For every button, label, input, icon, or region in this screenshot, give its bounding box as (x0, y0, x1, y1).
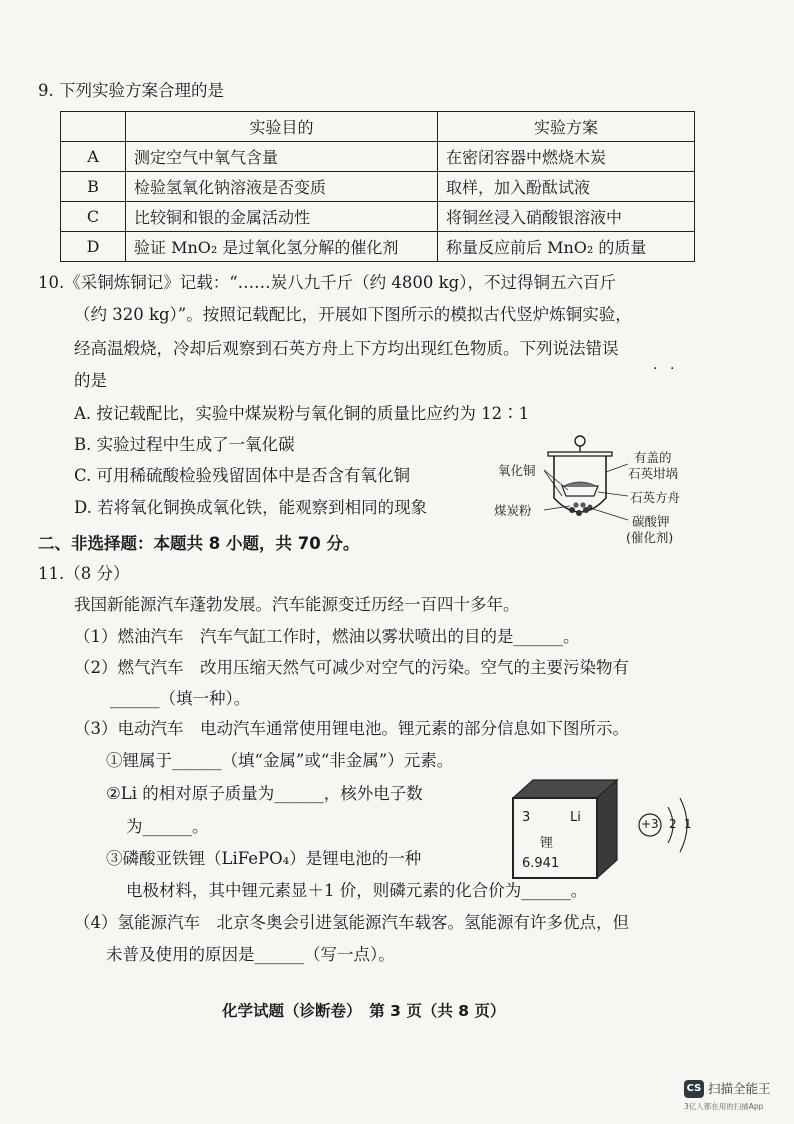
table-cell: B (61, 172, 126, 202)
table-header: 实验方案 (438, 112, 695, 142)
table-cell: 在密闭容器中燃烧木炭 (438, 142, 695, 172)
q10-option-a: A. 按记载配比，实验中煤炭粉与氧化铜的质量比应约为 12∶1 (74, 404, 530, 423)
emphasis-dot: · (653, 361, 658, 377)
q10-option-b: B. 实验过程中生成了一氧化碳 (74, 435, 295, 454)
q9-table (60, 111, 695, 262)
table-cell: 检验氢氧化钠溶液是否变质 (126, 172, 438, 202)
table-cell: C (61, 202, 126, 232)
q11-part4-line1: （4）氢能源汽车 北京冬奥会引进氢能源汽车载客。氢能源有许多优点，但 (74, 913, 629, 932)
element-atomic-mass: 6.941 (522, 856, 560, 871)
q11-part3-3-line1: ③磷酸亚铁锂（LiFePO₄）是锂电池的一种 (106, 849, 422, 868)
q10-line3: 经高温煅烧，冷却后观察到石英方舟上下方均出现红色物质。下列说法错误 (74, 339, 619, 358)
table-row (61, 142, 695, 172)
table-header (61, 112, 126, 142)
q10-option-c: C. 可用稀硫酸检验残留固体中是否含有氧化铜 (74, 466, 411, 485)
table-row (61, 172, 695, 202)
q11-part2-line1: （2）燃气汽车 改用压缩天然气可减少对空气的污染。空气的主要污染物有 (74, 658, 629, 677)
table-cell: 取样，加入酚酞试液 (438, 172, 695, 202)
section-heading: 二、非选择题：本题共 8 小题，共 70 分。 (38, 534, 360, 553)
label-catalyst-line2: (催化剂) (626, 530, 674, 545)
table-cell: 验证 MnO₂ 是过氧化氢分解的催化剂 (126, 232, 438, 262)
label-copper-oxide: 氧化铜 (498, 463, 536, 478)
q11-part3-1: ①锂属于______（填“金属”或“非金属”）元素。 (106, 751, 454, 770)
label-coal-powder: 煤炭粉 (494, 503, 532, 518)
q10-line1: 10.《采铜炼铜记》记载：“……炭八九千斤（约 4800 kg），不过得铜五六百斤 (38, 273, 616, 292)
label-catalyst-line1: 碳酸钾 (632, 514, 670, 529)
element-symbol: Li (570, 810, 581, 825)
q11-intro: 我国新能源汽车蓬勃发展。汽车能源变迁历经一百四十多年。 (74, 595, 520, 614)
shell-2-electrons: 1 (684, 817, 692, 831)
element-name: 锂 (540, 836, 554, 851)
table-cell: 将铜丝浸入硝酸银溶液中 (438, 202, 695, 232)
q9-stem: 9. 下列实验方案合理的是 (38, 81, 224, 100)
q11-part3-2-line2: 为______。 (126, 817, 209, 836)
table-row (61, 232, 695, 262)
nucleus-charge: +3 (641, 817, 659, 831)
label-crucible-line1: 有盖的 (634, 450, 672, 465)
emphasis-dot: · (670, 361, 675, 377)
element-atomic-number: 3 (522, 810, 531, 825)
table-header-row (61, 112, 695, 142)
table-row (61, 202, 695, 232)
table-header: 实验目的 (126, 112, 438, 142)
page-footer: 化学试题（诊断卷） 第 3 页（共 8 页） (222, 1002, 506, 1020)
scanner-brand: 扫描全能王 (708, 1081, 771, 1096)
scanner-logo-icon: CS (684, 1080, 704, 1098)
table-cell: 比较铜和银的金属活动性 (126, 202, 438, 232)
q11-part4-line2: 未普及使用的原因是______（写一点）。 (106, 945, 395, 964)
shell-1-electrons: 2 (669, 817, 677, 831)
q10-option-d: D. 若将氧化铜换成氧化铁，能观察到相同的现象 (74, 498, 428, 517)
table-cell: 测定空气中氧气含量 (126, 142, 438, 172)
table-cell: A (61, 142, 126, 172)
q10-line2: （约 320 kg）”。按照记载配比，开展如下图所示的模拟古代竖炉炼铜实验， (74, 305, 632, 324)
q11-head: 11.（8 分） (38, 564, 130, 583)
q10-line4: 的是 (74, 371, 107, 390)
scanner-tagline: 3亿人都在用的扫描App (684, 1102, 764, 1111)
table-cell: D (61, 232, 126, 262)
q11-part2-line2: ______（填一种）。 (110, 689, 251, 708)
table-cell: 称量反应前后 MnO₂ 的质量 (438, 232, 695, 262)
q11-part3: （3）电动汽车 电动汽车通常使用锂电池。锂元素的部分信息如下图所示。 (74, 719, 629, 738)
label-crucible-line2: 石英坩埚 (628, 466, 679, 481)
q11-part3-3-line2: 电极材料，其中锂元素显＋1 价，则磷元素的化合价为______。 (126, 881, 588, 900)
label-quartz-boat: 石英方舟 (630, 490, 681, 505)
q11-part1: （1）燃油汽车 汽车气缸工作时，燃油以雾状喷出的目的是______。 (74, 627, 580, 646)
q11-part3-2-line1: ②Li 的相对原子质量为______，核外电子数 (106, 784, 423, 803)
